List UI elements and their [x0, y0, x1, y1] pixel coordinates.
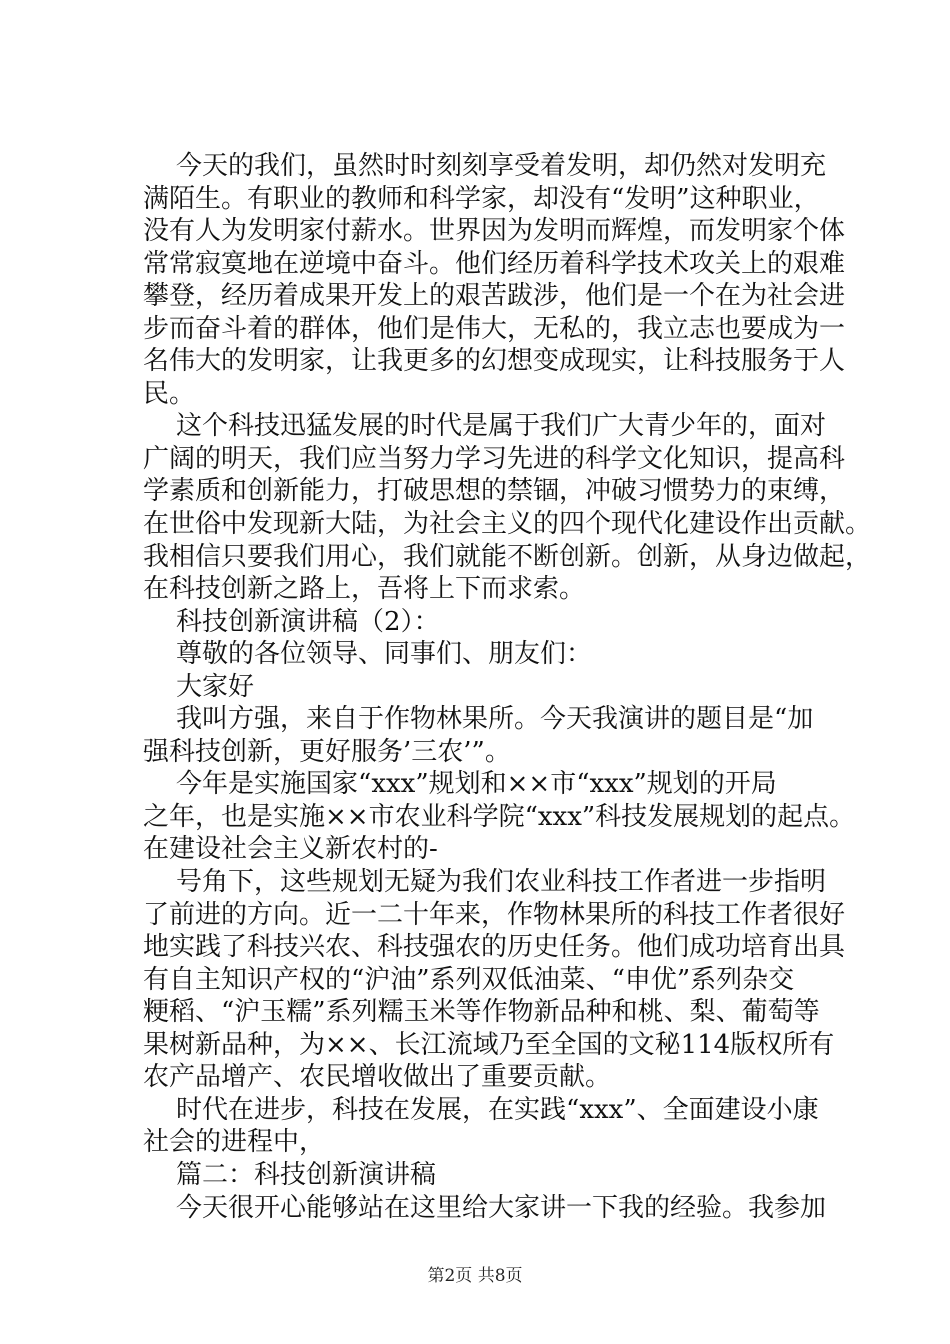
text-line: 了前进的方向。近一二十年来，作物林果所的科技工作者很好	[143, 899, 846, 930]
text-line: 今年是实施国家“xxx”规划和××市“xxx”规划的开局	[143, 769, 777, 800]
text-line: 广阔的明天，我们应当努力学习先进的科学文化知识，提高科	[143, 443, 846, 474]
text-line: 在科技创新之路上，吾将上下而求索。	[143, 574, 586, 605]
text-line: 步而奋斗着的群体，他们是伟大，无私的，我立志也要成为一	[143, 313, 846, 344]
text-line: 没有人为发明家付薪水。世界因为发明而辉煌，而发明家个体	[143, 216, 846, 247]
text-line: 在建设社会主义新农村的-	[143, 834, 438, 865]
text-line: 时代在进步，科技在发展，在实践“xxx”、全面建设小康	[143, 1094, 819, 1125]
text-line: 这个科技迅猛发展的时代是属于我们广大青少年的，面对	[143, 411, 827, 442]
section-heading: 篇二：科技创新演讲稿	[143, 1159, 437, 1190]
greeting: 大家好	[143, 671, 255, 702]
text-line: 果树新品种，为××、长江流域乃至全国的文秘114版权所有	[143, 1029, 835, 1060]
text-line: 攀登，经历着成果开发上的艰苦跋涉，他们是一个在为社会进	[143, 281, 846, 312]
text-line: 我叫方强，来自于作物林果所。今天我演讲的题目是“加	[143, 704, 814, 735]
text-line: 民。	[143, 378, 196, 409]
page-footer: 第2页 共8页	[427, 1266, 523, 1286]
salutation: 尊敬的各位领导、同事们、朋友们：	[143, 639, 593, 670]
text-line: 学素质和创新能力，打破思想的禁锢，冲破习惯势力的束缚，	[143, 476, 846, 507]
text-line: 今天的我们，虽然时时刻刻享受着发明，却仍然对发明充	[143, 151, 827, 181]
document-body	[143, 150, 872, 1224]
text-line: 有自主知识产权的“沪油”系列双低油菜、“申优”系列杂交	[143, 964, 795, 995]
text-line: 社会的进程中，	[143, 1127, 326, 1158]
text-line: 号角下，这些规划无疑为我们农业科技工作者进一步指明	[143, 867, 827, 898]
text-line: 今天很开心能够站在这里给大家讲一下我的经验。我参加	[143, 1192, 827, 1223]
text-line: 地实践了科技兴农、科技强农的历史任务。他们成功培育出具	[143, 932, 846, 963]
text-line: 我相信只要我们用心，我们就能不断创新。创新，从身边做起，	[143, 541, 872, 572]
text-line: 粳稻、“沪玉糯”系列糯玉米等作物新品种和桃、梨、葡萄等	[143, 997, 820, 1028]
text-line: 在世俗中发现新大陆，为社会主义的四个现代化建设作出贡献。	[143, 509, 872, 540]
text-line: 常常寂寞地在逆境中奋斗。他们经历着科学技术攻关上的艰难	[143, 248, 846, 279]
text-line: 强科技创新，更好服务’三农’”。	[143, 736, 511, 767]
text-line: 之年，也是实施××市农业科学院“xxx”科技发展规划的起点。	[143, 801, 856, 832]
text-line: 名伟大的发明家，让我更多的幻想变成现实，让科技服务于人	[143, 346, 846, 377]
section-heading: 科技创新演讲稿（2）：	[143, 606, 440, 637]
text-line: 满陌生。有职业的教师和科学家，却没有“发明”这种职业，	[143, 183, 820, 214]
text-line: 农产品增产、农民增收做出了重要贡献。	[143, 1062, 612, 1093]
